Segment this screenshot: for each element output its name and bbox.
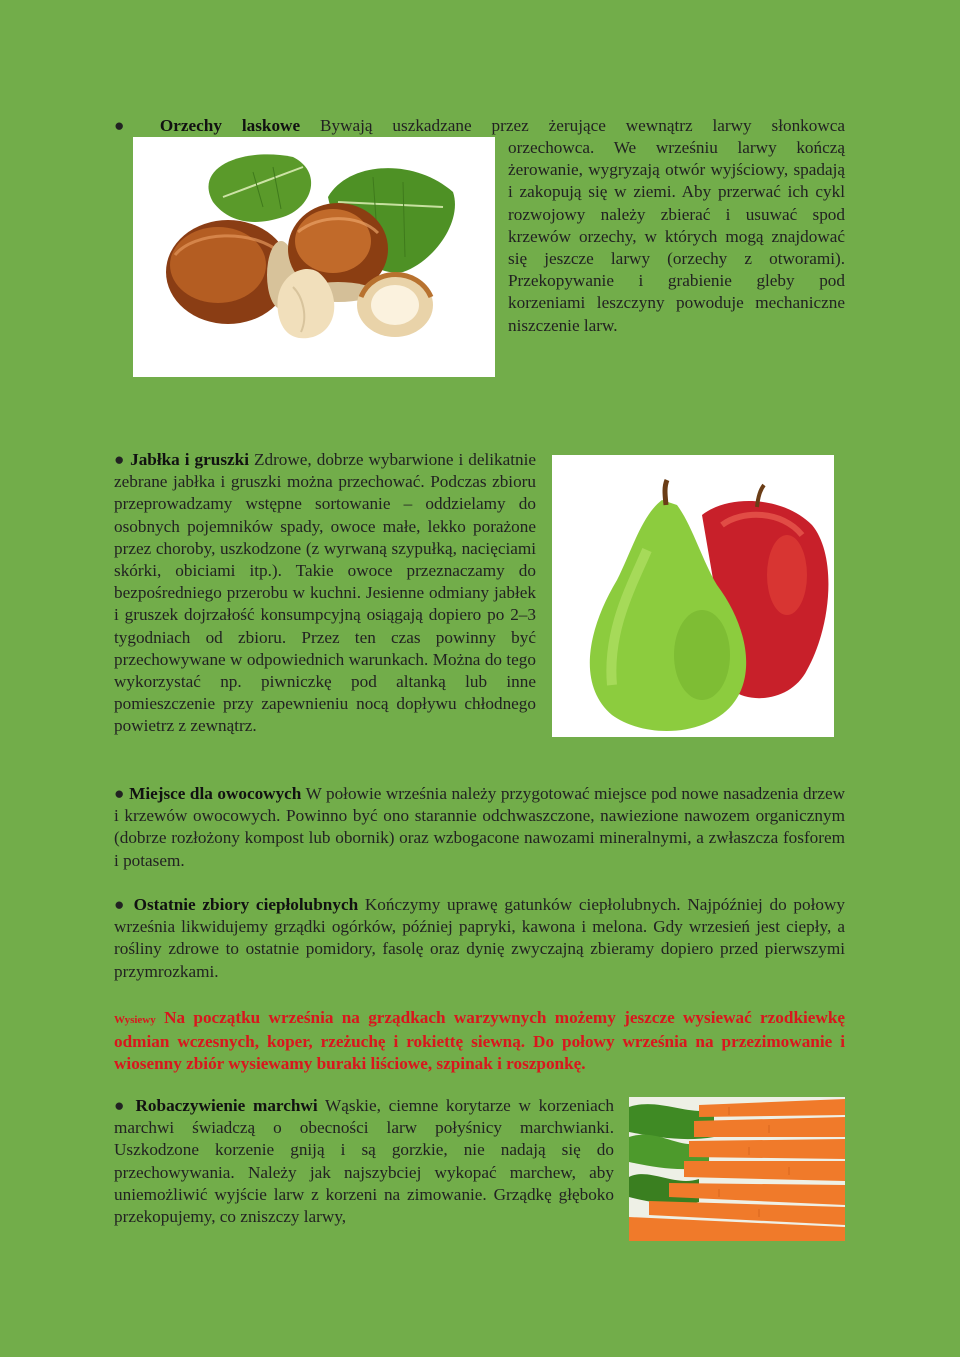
- hazelnut-line-1: [114, 115, 845, 137]
- hazelnut-body-line-1: Bywają uszkadzane przez żerujące wewnątrz larwy słonkowca: [320, 116, 845, 135]
- bullet: ●: [114, 1096, 128, 1115]
- orchard-body: W połowie września należy przygotować miejsce pod nowe nasadzenia drzew i krzewów owocowych. Powinno być ono starannie odchwaszczone, nawiezione nawozem organicznym (dobrze rozłożony kompost lub obornik) oraz wzbogacone nawozami mineralnymi, a zwłaszcza fosforem i potasem.: [114, 784, 845, 870]
- bullet: ●: [114, 784, 125, 803]
- carrot-paragraph: [114, 1095, 614, 1228]
- sowing-label: Wysiewy: [114, 1014, 156, 1026]
- hazelnut-photo: [133, 137, 495, 377]
- fruit-body: Zdrowe, dobrze wybarwione i delikatnie zebrane jabłka i gruszki można przechować. Podczas zbioru przeprowadzamy wstępne sortowanie – oddzielamy do osobnych pojemników spady, owoce małe, lekko porażone przez choroby, uszkodzone (z wyrwaną szypułką, nacięciami skórki, obiciami itp.). Takie owoce przeznaczamy do bezpośredniego przerobu w kuchni. Jesienne odmiany jabłek i gruszek dojrzałość konsumpcyjną osiągają dopiero po 2–3 tygodniach od zbioru. Przez ten czas powinny być przechowywane w odpowiednich warunkach. Można do tego wykorzystać np. piwniczkę pod altanką lub inne pomieszczenie przy zapewnieniu nocą dopływu chłodnego powietrz z zewnątrz.: [114, 450, 536, 736]
- warm-paragraph: [114, 894, 845, 983]
- carrots-photo: [629, 1097, 845, 1241]
- hazelnut-body: orzechowca. We wrześniu larwy kończą żerowanie, wygryzają otwór wyjściowy, spadają i zakopują się w ziemi. Aby przerwać ich cykl rozwojowy należy zbierać i usuwać spod krzewów orzechy, w których mogą znajdować się jeszcze larwy (orzechy z otworami). Przekopywanie i grabienie gleby pod korzeniami leszczyny powoduje mechaniczne niszczenie larw.: [508, 138, 845, 335]
- warm-body: Kończymy uprawę gatunków ciepłolubnych. Najpóźniej do połowy września likwidujemy grządki ogórków, później papryki, kawona i melona. Gdy wrzesień jest ciepły, a rośliny zdrowe to ostatnie pomidory, fasolę oraz dynię zwyczajną zbieramy dopiero przed pierwszymi przymrozkami.: [114, 895, 845, 981]
- orchard-paragraph: [114, 783, 845, 872]
- bullet: ●: [114, 116, 140, 135]
- carrot-body: Wąskie, ciemne korytarze w korzeniach marchwi świadczą o obecności larw połyśnicy marchwianki. Uszkodzone korzenie gniją i są gorzkie, nie nadają się do przechowywania. Należy jak najszybciej wykopać marchew, aby uniemożliwić wyjście larw z korzeni na zimowanie. Grządkę głęboko przekopujemy, co zniszczy larwy,: [114, 1096, 614, 1227]
- pear-apple-photo: [552, 455, 834, 737]
- sowing-body: Na początku września na grządkach warzywnych możemy jeszcze wysiewać rzodkiewkę odmian wczesnych, koper, rzeżuchę i rokiettę siewną. Do połowy września na przezimowanie i wiosenny zbiór wysiewamy buraki liściowe, szpinak i roszponkę.: [114, 1008, 846, 1074]
- carrot-heading: Robaczywienie marchwi: [135, 1096, 318, 1115]
- warm-heading: Ostatnie zbiory ciepłolubnych: [133, 895, 359, 914]
- hazelnut-heading: Orzechy laskowe: [159, 116, 301, 135]
- bullet: ●: [114, 895, 127, 914]
- bullet: ●: [114, 450, 126, 469]
- fruit-heading: Jabłka i gruszki: [130, 450, 249, 469]
- hazelnut-text: [508, 137, 845, 337]
- orchard-heading: Miejsce dla owocowych: [129, 784, 302, 803]
- fruit-paragraph: [114, 449, 536, 738]
- sowing-paragraph: [114, 1007, 845, 1076]
